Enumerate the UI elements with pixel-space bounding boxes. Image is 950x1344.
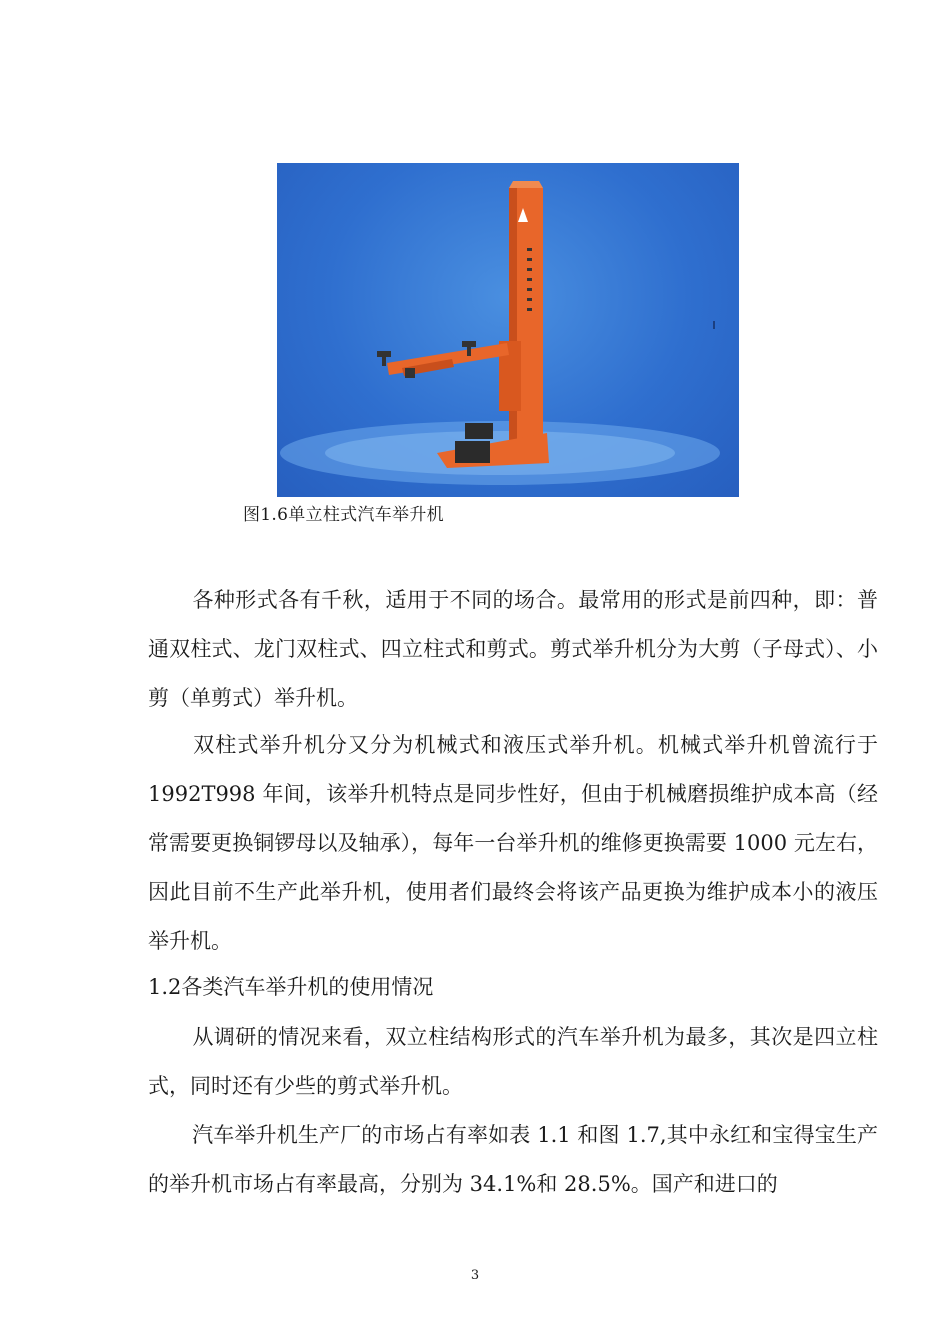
- paragraph-2-text: 双柱式举升机分又分为机械式和液压式举升机。机械式举升机曾流行于 1992T998 年间，该举升机特点是同步性好，但由于机械磨损维护成本高（经常需要更换铜锣母以及轴承），每年一台举升机的维修更换需要 1000 元左右，因此目前不生产此举升机，使用者们最终会将该产品更换为维护成本小的液压举升机。: [148, 733, 878, 953]
- paragraph-1: [148, 576, 878, 723]
- paragraph-4-text: 汽车举升机生产厂的市场占有率如表 1.1 和图 1.7,其中永红和宝得宝生产的举升机市场占有率最高，分别为 34.1%和 28.5%。国产和进口的: [148, 1123, 878, 1196]
- paragraph-3: [148, 1013, 878, 1111]
- single-post-lift-illustration: [277, 163, 739, 497]
- paragraph-3-text: 从调研的情况来看，双立柱结构形式的汽车举升机为最多，其次是四立柱式，同时还有少些的剪式举升机。: [148, 1025, 878, 1098]
- paragraph-1-text: 各种形式各有千秋，适用于不同的场合。最常用的形式是前四种，即：普通双柱式、龙门双柱式、四立柱式和剪式。剪式举升机分为大剪（子母式）、小剪（单剪式）举升机。: [148, 588, 878, 710]
- paragraph-4: [148, 1111, 878, 1209]
- page-number: 3: [470, 1268, 480, 1283]
- figure-caption: 图1.6单立柱式汽车举升机: [243, 505, 444, 525]
- section-heading: 1.2各类汽车举升机的使用情况: [148, 975, 434, 999]
- lift-photo: [277, 163, 739, 497]
- paragraph-2: [148, 721, 878, 966]
